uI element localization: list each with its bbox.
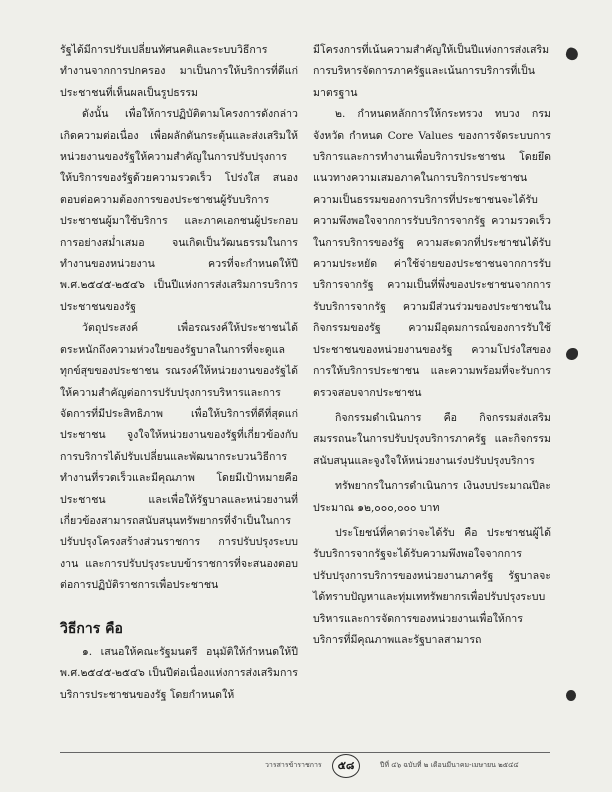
left-paragraph-2: ดังนั้น เพื่อให้การปฏิบัติตามโครงการดังกล่าวเกิดความต่อเนื่อง เพื่อผลักดันกระตุ้นและส่งเสริมให้หน่วยงานของรัฐให้ความสำคัญในการปรับปรุงการให้บริการของรัฐด้วยความรวดเร็ว โปร่งใส สนองตอบต่อความต้องการของประชาชนผู้รับบริการ ประชาชนผู้มาใช้บริการ และภาคเอกชนผู้ประกอบการอย่างสม่ำเสมอ จนเกิดเป็นวัฒนธรรมในการทำงานของหน่วยงาน ควรที่จะกำหนดให้ปี พ.ศ.๒๕๔๕-๒๕๔๖ เป็นปีแห่งการส่งเสริมการบริการประชาชนของรัฐ	[60, 108, 298, 313]
right-paragraph-2: ๒. กำหนดหลักการให้กระทรวง ทบวง กรม จังหวัด กำหนด Core Values ของการจัดระบบการบริการและการทำงานเพื่อบริการประชาชน โดยยึดแนวทางความเสมอภาคในการบริการประชาชน ความเป็นธรรมของการบริการที่ประชาชนจะได้รับ ความพึงพอใจจากการรับบริการจากรัฐ ความรวดเร็วในการบริการของรัฐ ความสะดวกที่ประชาชนได้รับ ความประหยัด ค่าใช้จ่ายของประชาชนจากการรับบริการจากรัฐ ความเป็นที่พึ่งของประชาชนจากการรับบริการจากรัฐ ความมีส่วนร่วมของประชาชนในกิจกรรมของรัฐ ความมีอุดมการณ์ของการรับใช้ประชาชนของหน่วยงานของรัฐ ความโปร่งใสของการให้บริการประชาชน และความพร้อมที่จะรับการตรวจสอบจากประชาชน	[313, 108, 551, 399]
right-paragraph-4: ทรัพยากรในการดำเนินการ เงินงบประมาณปีละประมาณ ๑๒,๐๐๐,๐๐๐ บาท	[313, 480, 551, 514]
issue-info: ปีที่ ๔๖ ฉบับที่ ๒ เดือนมีนาคม-เมษายน ๒๕๔๔	[380, 761, 519, 769]
section-heading: วิธีการ คือ	[60, 620, 123, 637]
right-paragraph-5: ประโยชน์ที่คาดว่าจะได้รับ คือ ประชาชนผู้ได้รับบริการจากรัฐจะได้รับความพึงพอใจจากการปรับปรุงการบริการของหน่วยงานภาครัฐ รัฐบาลจะได้ทราบปัญหาและทุ่มเททรัพยากรเพื่อปรับปรุงระบบบริหารและการจัดการของหน่วยงานเพื่อให้การบริการที่มีคุณภาพและรัฐบาลสามารถ	[313, 526, 551, 646]
left-paragraph-4: ๑. เสนอให้คณะรัฐมนตรี อนุมัติให้กำหนดให้ปี พ.ศ.๒๕๔๕-๒๕๔๖ เป็นปีต่อเนื่องแห่งการส่งเสริมการบริการประชาชนของรัฐ โดยกำหนดให้	[60, 645, 298, 701]
right-paragraph-1: มีโครงการที่เน้นความสำคัญให้เป็นปีแห่งการส่งเสริมการบริหารจัดการภาครัฐและเน้นการบริการที่เป็นมาตรฐาน	[313, 44, 550, 99]
page-footer	[60, 752, 550, 779]
margin-ink-mark	[566, 348, 578, 360]
left-paragraph-1: รัฐได้มีการปรับเปลี่ยนทัศนคติและระบบวิธีการทำงานจากการปกครอง มาเป็นการให้บริการที่ดีแก่ประชาชนที่เห็นผลเป็นรูปธรรม	[60, 44, 298, 99]
margin-ink-mark	[566, 690, 576, 701]
right-column	[313, 40, 551, 651]
left-paragraph-3: วัตถุประสงค์ เพื่อรณรงค์ให้ประชาชนได้ตระหนักถึงความห่วงใยของรัฐบาลในการที่จะดูแลทุกข์สุขของประชาชน รณรงค์ให้หน่วยงานของรัฐได้ให้ความสำคัญต่อการปรับปรุงการบริหารและการจัดการที่มีประสิทธิภาพ เพื่อให้บริการที่ดีที่สุดแก่ประชาชน จูงใจให้หน่วยงานของรัฐที่เกี่ยวข้องกับการบริการได้ปรับเปลี่ยนและพัฒนากระบวนวิธีการทำงานที่รวดเร็วและมีคุณภาพ โดยมีเป้าหมายคือ ประชาชน และเพื่อให้รัฐบาลและหน่วยงานที่เกี่ยวข้องสามารถสนับสนุนทรัพยากรที่จำเป็นในการปรับปรุงโครงสร้างส่วนราชการ การปรับปรุงระบบงาน และการปรับปรุงระบบข้าราชการที่จะสนองตอบต่อการปฏิบัติราชการเพื่อประชาชน	[60, 322, 298, 592]
right-paragraph-3: กิจกรรมดำเนินการ คือ กิจกรรมส่งเสริมสมรรถนะในการปรับปรุงบริการภาครัฐ และกิจกรรมสนับสนุนและจูงใจให้หน่วยงานเร่งปรับปรุงบริการ	[313, 411, 551, 467]
page-number: ๕๘	[332, 754, 360, 778]
left-column	[60, 40, 298, 706]
journal-name: วารสารข้าราชการ	[265, 761, 322, 769]
margin-ink-mark	[564, 46, 579, 61]
